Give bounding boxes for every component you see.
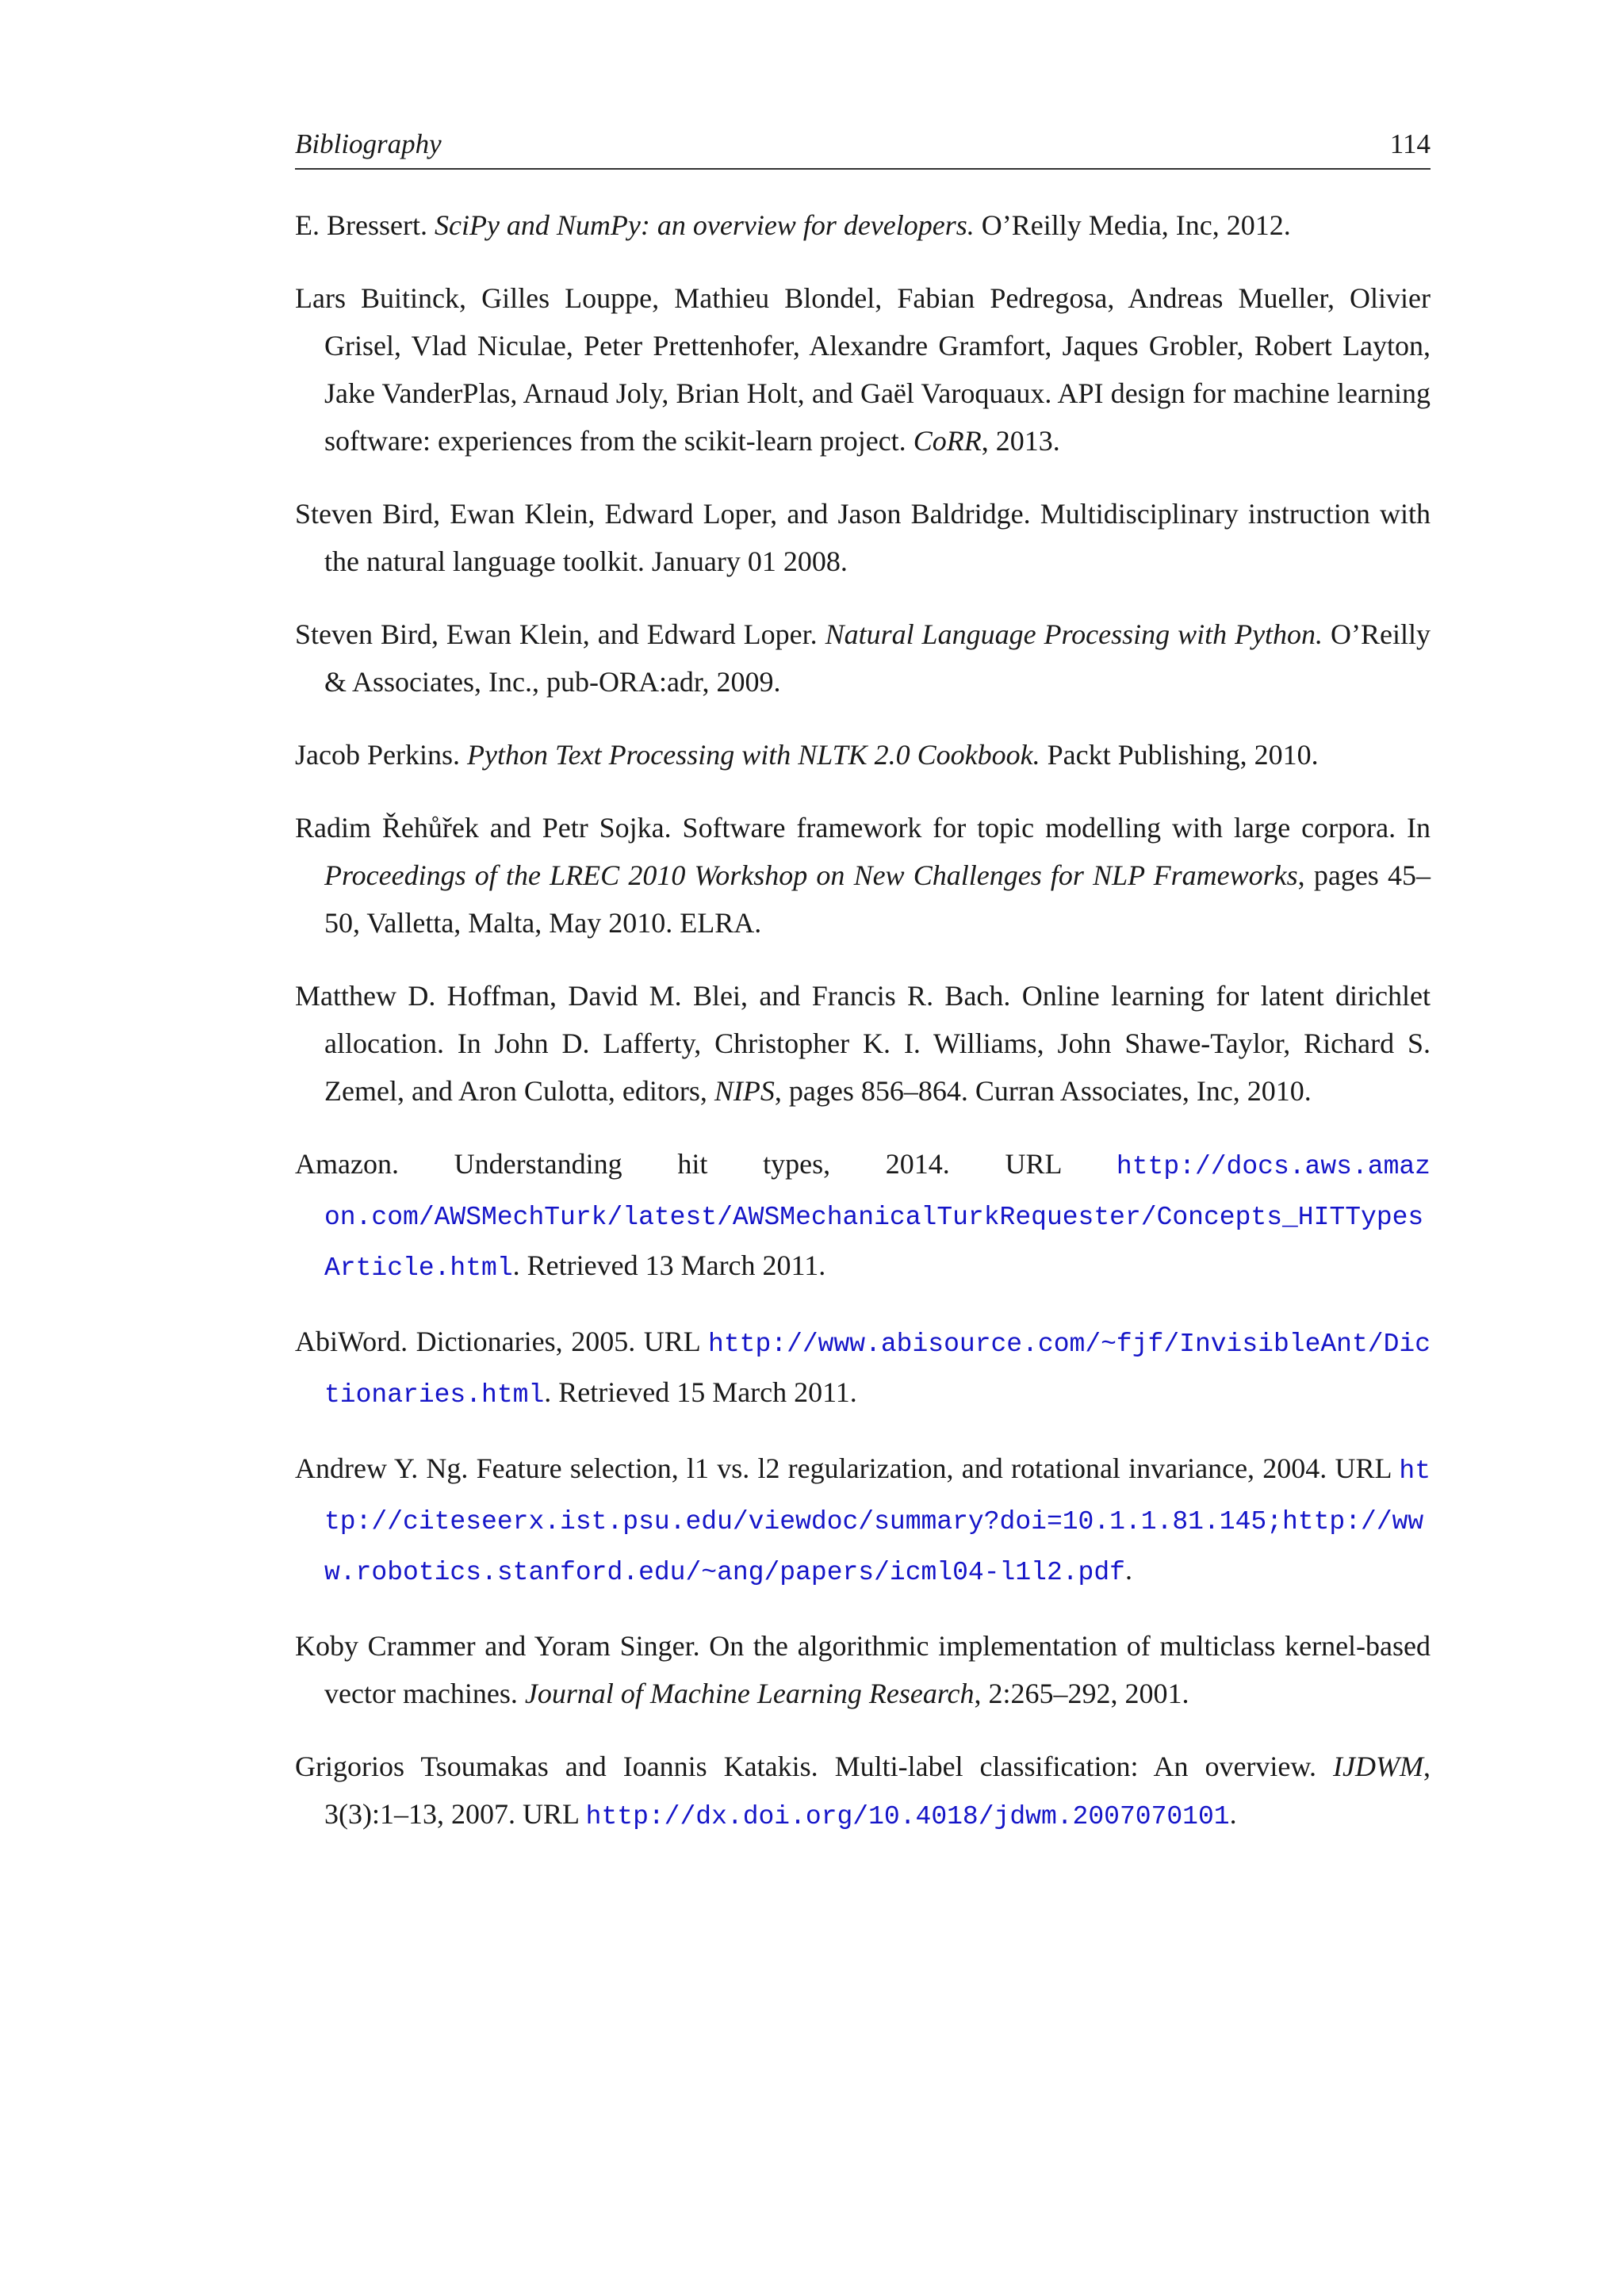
reference-title: Python Text Processing with NLTK 2.0 Cookbook.	[466, 739, 1040, 771]
reference-text: , pages 45–50, Valletta, Malta, May 2010. ELRA.	[324, 859, 1431, 939]
reference-entry	[295, 1743, 1431, 1841]
reference-entry	[295, 274, 1431, 465]
reference-text: O’Reilly Media, Inc, 2012.	[974, 209, 1291, 241]
reference-title: Natural Language Processing with Python.	[825, 618, 1323, 650]
reference-text: , 3(3):1–13, 2007. URL	[324, 1751, 1431, 1830]
reference-venue: Proceedings of the LREC 2010 Workshop on New Challenges for NLP Frameworks	[324, 859, 1298, 891]
reference-url-link[interactable]: http://docs.aws.amazon.com/AWSMechTurk/latest/AWSMechanicalTurkRequester/Concepts_HITTypesArticle.html	[324, 1152, 1431, 1283]
running-head-title: Bibliography	[295, 128, 442, 159]
reference-text: Radim Řehůřek and Petr Sojka. Software framework for topic modelling with large corpora. In	[295, 812, 1431, 844]
page-number: 114	[1389, 128, 1431, 159]
reference-entry	[295, 972, 1431, 1115]
bibliography-list	[295, 201, 1431, 1841]
reference-url-link[interactable]: http://dx.doi.org/10.4018/jdwm.2007070101	[585, 1802, 1230, 1831]
reference-text: .	[1229, 1798, 1237, 1830]
reference-entry	[295, 1140, 1431, 1292]
reference-entry	[295, 731, 1431, 779]
reference-text: Matthew D. Hoffman, David M. Blei, and Francis R. Bach. Online learning for latent dirichlet allocation. In John D. Lafferty, Christopher K. I. Williams, John Shawe-Taylor, Richard S. Zemel, and Aron Culotta, editors,	[295, 980, 1431, 1107]
reference-venue: IJDWM	[1333, 1751, 1423, 1782]
reference-text: AbiWord. Dictionaries, 2005. URL	[295, 1326, 709, 1357]
reference-entry	[295, 490, 1431, 585]
reference-text: Steven Bird, Ewan Klein, and Edward Loper.	[295, 618, 825, 650]
reference-text: O’Reilly & Associates, Inc., pub-ORA:adr, 2009.	[324, 618, 1431, 698]
reference-text: E. Bressert.	[295, 209, 435, 241]
reference-entry	[295, 1622, 1431, 1717]
reference-venue: Journal of Machine Learning Research	[524, 1678, 975, 1709]
reference-url-link[interactable]: http://citeseerx.ist.psu.edu/viewdoc/summary?doi=10.1.1.81.145;http://www.robotics.stanford.edu/~ang/papers/icml04-l1l2.pdf	[324, 1456, 1431, 1587]
reference-text: , pages 856–864. Curran Associates, Inc, 2010.	[774, 1075, 1312, 1107]
reference-text: , 2:265–292, 2001.	[974, 1678, 1189, 1709]
reference-text: Andrew Y. Ng. Feature selection, l1 vs. l2 regularization, and rotational invariance, 2004. URL	[295, 1452, 1400, 1484]
page	[295, 127, 1431, 1866]
reference-text: . Retrieved 15 March 2011.	[544, 1376, 857, 1408]
reference-entry	[295, 201, 1431, 249]
reference-text: Grigorios Tsoumakas and Ioannis Katakis. Multi-label classification: An overview.	[295, 1751, 1334, 1782]
reference-entry	[295, 610, 1431, 706]
reference-entry	[295, 804, 1431, 947]
reference-venue: CoRR	[913, 425, 982, 457]
reference-entry	[295, 1445, 1431, 1597]
reference-url-link[interactable]: http://www.abisource.com/~fjf/InvisibleAnt/Dictionaries.html	[324, 1330, 1431, 1410]
reference-text: Jacob Perkins.	[295, 739, 467, 771]
reference-text: Steven Bird, Ewan Klein, Edward Loper, and Jason Baldridge. Multidisciplinary instruction with the natural language toolkit. January 01 2008.	[295, 498, 1431, 577]
reference-text: Koby Crammer and Yoram Singer. On the algorithmic implementation of multiclass kernel-based vector machines.	[295, 1630, 1431, 1709]
reference-text: Amazon. Understanding hit types, 2014. URL	[295, 1148, 1116, 1180]
reference-title: SciPy and NumPy: an overview for developers.	[434, 209, 975, 241]
reference-entry	[295, 1318, 1431, 1419]
reference-text: Packt Publishing, 2010.	[1040, 739, 1319, 771]
reference-text: , 2013.	[981, 425, 1060, 457]
reference-venue: NIPS	[714, 1075, 775, 1107]
reference-text: . Retrieved 13 March 2011.	[512, 1249, 826, 1281]
reference-text: .	[1124, 1554, 1132, 1586]
running-header	[295, 127, 1431, 170]
reference-text: Lars Buitinck, Gilles Louppe, Mathieu Blondel, Fabian Pedregosa, Andreas Mueller, Olivier Grisel, Vlad Niculae, Peter Prettenhofer, Alexandre Gramfort, Jaques Grobler, Robert Layton, Jake VanderPlas, Arnaud Joly, Brian Holt, and Gaël Varoquaux. API design for machine learning software: experiences from the scikit-learn project.	[295, 282, 1431, 457]
